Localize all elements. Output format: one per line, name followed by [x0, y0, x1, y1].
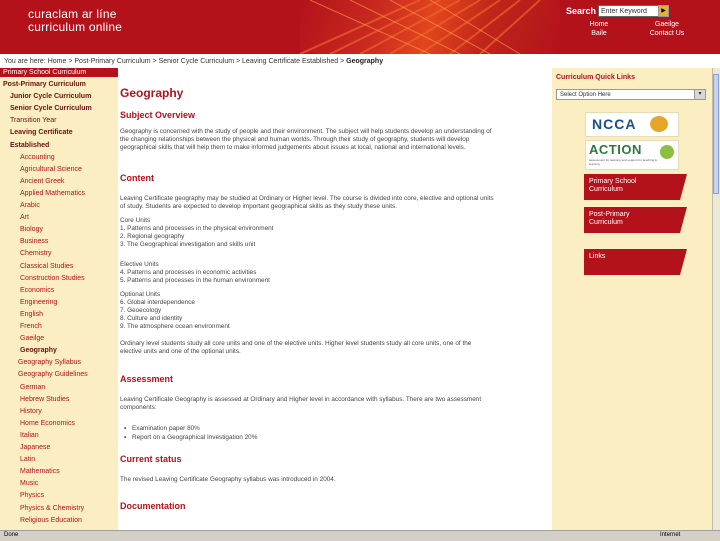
- sidebar-item[interactable]: Geography Syllabus: [18, 359, 82, 367]
- assessment-paragraph: [120, 396, 546, 412]
- gaeilge-link-label: Gaeilge: [654, 21, 680, 28]
- logo-line2: curriculum online: [28, 20, 123, 34]
- status-text: Done: [4, 532, 19, 538]
- content-paragraph: [120, 195, 546, 211]
- sidebar-item[interactable]: Construction Studies: [20, 274, 85, 282]
- links-button[interactable]: [584, 249, 680, 275]
- sidebar-item[interactable]: Classical Studies: [20, 262, 74, 270]
- assessment-list: [132, 424, 257, 442]
- action-mark-icon: [660, 145, 674, 159]
- ncca-swirl-icon: [650, 116, 668, 132]
- sidebar-item[interactable]: Geography Guidelines: [18, 371, 88, 379]
- subject-overview-heading: Subject Overview: [120, 110, 196, 120]
- levels-line: elective units and one of the optional units.: [120, 348, 241, 355]
- overview-line: the changing relationships between the physical and human worlds. Through their study of geography, students will develop: [120, 136, 470, 143]
- optional-unit-item: 7. Geoecology: [120, 307, 162, 314]
- documentation-heading: Documentation: [120, 501, 186, 511]
- scrollbar-thumb[interactable]: [713, 74, 719, 194]
- core-units-heading: Core Units: [120, 217, 151, 224]
- sidebar-item[interactable]: Junior Cycle Curriculum: [10, 93, 92, 101]
- core-unit-item: 3. The Geographical investigation and skills unit: [120, 241, 256, 248]
- assessment-line: components:: [120, 404, 157, 411]
- optional-units-heading: Optional Units: [120, 291, 161, 298]
- search-label: Search: [566, 6, 597, 16]
- sidebar-item[interactable]: Biology: [20, 226, 43, 234]
- action-logo-subtitle: assessment for learning and support for teaching & learning: [589, 158, 657, 166]
- overview-line: geographical skills that will help them to make informed judgements about issues at local, national and international levels.: [120, 144, 466, 151]
- right-column: [552, 68, 712, 530]
- quick-links-select[interactable]: [556, 89, 706, 100]
- primary-school-curriculum-button[interactable]: [584, 174, 680, 200]
- sidebar-item[interactable]: Applied Mathematics: [20, 189, 85, 197]
- optional-unit-item: 8. Culture and identity: [120, 315, 183, 322]
- contact-link-label: Contact Us: [649, 30, 685, 37]
- button-line: Post-Primary: [589, 211, 630, 218]
- sidebar-item[interactable]: French: [20, 323, 42, 330]
- header-link-home[interactable]: [586, 20, 612, 38]
- sidebar-item[interactable]: Agricultural Science: [20, 165, 82, 173]
- sidebar-item[interactable]: Home Economics: [20, 419, 75, 427]
- sidebar-item[interactable]: Senior Cycle Curriculum: [10, 105, 92, 113]
- assessment-line: Leaving Certificate Geography is assessed at Ordinary and Higher level in accordance with syllabus. There are two assessment: [120, 396, 482, 403]
- sidebar-item[interactable]: Established: [10, 141, 50, 149]
- header-link-gaeilge[interactable]: [640, 20, 694, 38]
- content-heading: Content: [120, 173, 154, 183]
- ncca-logo-text: NCCA: [592, 116, 637, 132]
- sidebar-item[interactable]: Physics & Chemistry: [20, 504, 85, 512]
- sidebar-item[interactable]: Arabic: [20, 202, 40, 209]
- sidebar-item[interactable]: Latin: [20, 456, 36, 464]
- overview-line: Geography is concerned with the study of people and their environment. The subject will help students develop an understanding of: [120, 128, 492, 135]
- zone-text: Internet: [660, 532, 681, 538]
- sidebar-header-primary[interactable]: Primary School Curriculum: [0, 68, 118, 77]
- page-title: Geography: [120, 86, 184, 100]
- elective-unit-item: 4. Patterns and processes in economic activities: [120, 269, 257, 276]
- sidebar-item[interactable]: Economics: [20, 286, 55, 294]
- sidebar-item[interactable]: Ancient Greek: [20, 177, 65, 185]
- site-header: [0, 0, 720, 54]
- breadcrumb-path[interactable]: Home > Post-Primary Curriculum > Senior Cycle Curriculum > Leaving Certificate Established >: [47, 58, 345, 65]
- sidebar-item[interactable]: Music: [20, 480, 39, 488]
- sidebar-item[interactable]: Religious Education: [20, 516, 82, 524]
- search-input[interactable]: [598, 5, 660, 17]
- assessment-heading: Assessment: [120, 374, 174, 384]
- button-line: Curriculum: [589, 219, 623, 226]
- home-link-label: Home: [589, 21, 609, 28]
- sidebar-item[interactable]: Gaeilge: [20, 335, 45, 343]
- core-unit-item: 1. Patterns and processes in the physical environment: [120, 225, 274, 232]
- sidebar-item[interactable]: Japanese: [20, 444, 51, 451]
- quick-links-select-value: Select Option Here: [560, 92, 611, 98]
- browser-status-bar: [0, 530, 720, 541]
- sidebar-item[interactable]: Accounting: [20, 153, 55, 161]
- levels-line: Ordinary level students study all core units and one of the elective units. Higher level students study all core units, one of the: [120, 340, 472, 347]
- baile-link-label: Baile: [591, 30, 607, 37]
- search-go-button[interactable]: ▶: [658, 5, 669, 17]
- assessment-item: ▪ Examination paper 80%: [132, 424, 257, 433]
- sidebar-item[interactable]: Geography: [20, 347, 57, 355]
- content-line: Leaving Certificate geography may be studied at Ordinary or Higher level. The course is divided into core, elective and optional units: [120, 195, 494, 202]
- current-status-heading: Current status: [120, 454, 182, 464]
- sidebar-item[interactable]: Art: [20, 214, 29, 222]
- status-line: The revised Leaving Certificate Geography syllabus was introduced in 2004.: [120, 476, 336, 483]
- status-paragraph: [120, 476, 546, 484]
- header-graphic: [300, 0, 560, 54]
- post-primary-curriculum-button[interactable]: [584, 207, 680, 233]
- breadcrumb: [4, 58, 383, 65]
- assessment-item: ▪ Report on a Geographical Investigation 20%: [132, 433, 257, 442]
- sidebar-item[interactable]: Leaving Certificate: [10, 129, 73, 137]
- action-logo-text: ACTION: [589, 142, 642, 157]
- optional-units: [120, 291, 546, 331]
- sidebar-item[interactable]: Hebrew Studies: [20, 395, 70, 403]
- sidebar-item[interactable]: German: [20, 383, 46, 391]
- elective-unit-item: 5. Patterns and processes in the human environment: [120, 277, 270, 284]
- quick-links-title: Curriculum Quick Links: [556, 74, 635, 81]
- sidebar-item[interactable]: Chemistry: [20, 250, 52, 258]
- action-logo[interactable]: [585, 140, 679, 170]
- breadcrumb-current: Geography: [346, 58, 384, 65]
- sidebar-item[interactable]: Italian: [20, 431, 39, 439]
- site-logo[interactable]: [28, 8, 122, 34]
- core-unit-item: 2. Regional geography: [120, 233, 185, 240]
- left-sidebar: [0, 68, 119, 530]
- sidebar-item[interactable]: Engineering: [20, 298, 58, 306]
- sidebar-item[interactable]: Business: [20, 238, 49, 246]
- button-line: Curriculum: [589, 186, 623, 193]
- elective-units-heading: Elective Units: [120, 261, 159, 268]
- sidebar-item[interactable]: English: [20, 310, 43, 318]
- sidebar-item[interactable]: Post-Primary Curriculum: [3, 81, 86, 88]
- elective-units: [120, 261, 546, 285]
- optional-unit-item: 9. The atmosphere ocean environment: [120, 323, 230, 330]
- content-line: of study. Students are expected to develop important geographical skills as they study these units.: [120, 203, 397, 210]
- button-line: Primary School: [589, 178, 637, 185]
- breadcrumb-prefix: You are here:: [4, 58, 46, 65]
- button-line: Links: [589, 253, 606, 260]
- sidebar-item[interactable]: Mathematics: [20, 468, 60, 476]
- overview-paragraph: [120, 128, 546, 152]
- sidebar-item[interactable]: Physics: [20, 492, 45, 500]
- core-units: [120, 217, 546, 249]
- sidebar-item[interactable]: History: [20, 407, 42, 415]
- optional-unit-item: 6. Global interdependence: [120, 299, 195, 306]
- logo-line1: curaclam ar líne: [28, 7, 117, 21]
- ncca-logo[interactable]: [585, 112, 679, 137]
- sidebar-item[interactable]: Transition Year: [10, 117, 57, 125]
- levels-paragraph: [120, 340, 546, 356]
- chevron-down-icon[interactable]: ▾: [694, 90, 705, 99]
